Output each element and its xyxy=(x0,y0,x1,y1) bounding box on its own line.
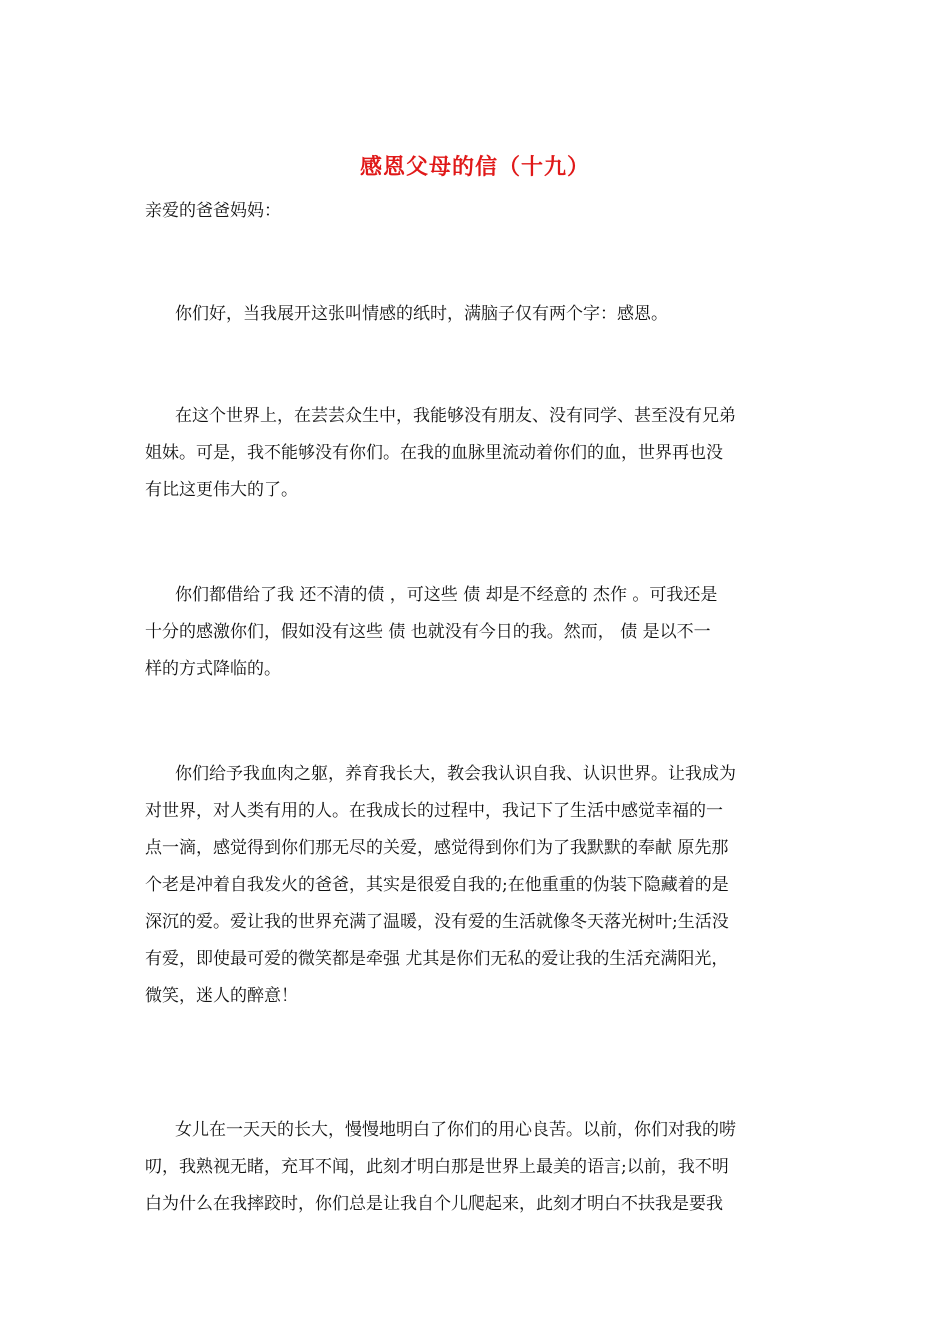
page-title: 感恩父母的信（十九） xyxy=(359,154,590,180)
paragraph-line: 你们给予我血肉之躯，养育我长大，教会我认识自我、认识世界。让我成为 xyxy=(175,764,736,784)
paragraph xyxy=(145,577,805,688)
paragraph xyxy=(145,398,805,509)
greeting: 亲爱的爸爸妈妈： xyxy=(145,201,281,221)
paragraph-line: 对世界，对人类有用的人。在我成长的过程中，我记下了生活中感觉幸福的一 xyxy=(145,801,723,821)
paragraph xyxy=(145,756,805,1015)
paragraph-line: 姐妹。可是，我不能够没有你们。在我的血脉里流动着你们的血，世界再也没 xyxy=(145,443,723,463)
paragraph-line: 个老是冲着自我发火的爸爸，其实是很爱自我的;在他重重的伪装下隐藏着的是 xyxy=(145,875,729,895)
paragraph-line: 在这个世界上，在芸芸众生中，我能够没有朋友、没有同学、甚至没有兄弟 xyxy=(175,406,736,426)
paragraph-line: 深沉的爱。爱让我的世界充满了温暖，没有爱的生活就像冬天落光树叶;生活没 xyxy=(145,912,729,932)
paragraph-line: 女儿在一天天的长大，慢慢地明白了你们的用心良苦。以前，你们对我的唠 xyxy=(175,1120,736,1140)
paragraph-line: 样的方式降临的。 xyxy=(145,659,281,679)
paragraph-line: 叨，我熟视无睹，充耳不闻，此刻才明白那是世界上最美的语言;以前，我不明 xyxy=(145,1157,729,1177)
paragraph-line: 有爱，即使最可爱的微笑都是牵强 尤其是你们无私的爱让我的生活充满阳光， xyxy=(145,949,729,969)
paragraph-line: 白为什么在我摔跤时，你们总是让我自个儿爬起来，此刻才明白不扶我是要我 xyxy=(145,1194,723,1214)
paragraph-line: 点一滴，感觉得到你们那无尽的关爱，感觉得到你们为了我默默的奉献 原先那 xyxy=(145,838,729,858)
paragraph-line: 你们都借给了我 还不清的债 ，可这些 债 却是不经意的 杰作 。可我还是 xyxy=(175,585,718,605)
paragraph-line: 有比这更伟大的了。 xyxy=(145,480,298,500)
paragraph xyxy=(145,1112,805,1223)
paragraph-line: 微笑，迷人的醉意！ xyxy=(145,986,298,1006)
paragraph-line: 你们好，当我展开这张叫情感的纸时，满脑子仅有两个字：感恩。 xyxy=(175,304,668,324)
paragraph xyxy=(145,296,805,333)
paragraph-line: 十分的感激你们，假如没有这些 债 也就没有今日的我。然而， 债 是以不一 xyxy=(145,622,711,642)
